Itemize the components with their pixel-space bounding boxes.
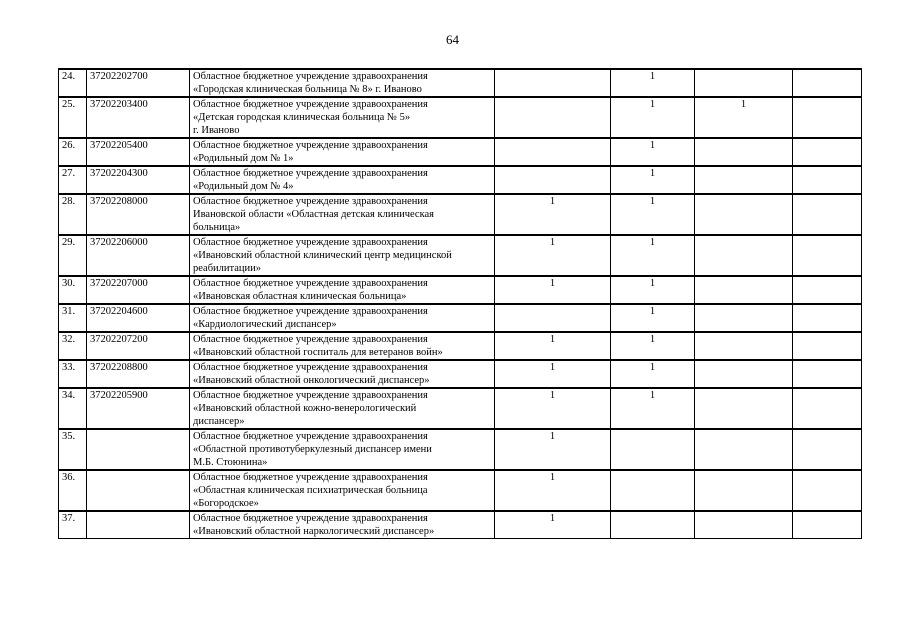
row-code: 37202207200 — [87, 332, 190, 360]
row-name-line: «Ивановский областной онкологический диспансер» — [193, 375, 430, 386]
row-number: 33. — [59, 360, 87, 388]
row-name-line: Областное бюджетное учреждение здравоохранения — [193, 390, 428, 401]
row-code: 37202207000 — [87, 276, 190, 304]
row-col-1: 1 — [495, 235, 611, 276]
row-col-4 — [793, 69, 862, 97]
row-name-line: «Городская клиническая больница № 8» г. Иваново — [193, 84, 422, 95]
row-col-4 — [793, 138, 862, 166]
row-code: 37202204300 — [87, 166, 190, 194]
table-row — [59, 276, 862, 304]
row-col-2: 1 — [611, 235, 695, 276]
row-code: 37202208800 — [87, 360, 190, 388]
row-col-2: 1 — [611, 276, 695, 304]
row-col-3: 1 — [695, 97, 793, 138]
row-name-line: Областное бюджетное учреждение здравоохранения — [193, 306, 428, 317]
row-name-line: «Богородское» — [193, 498, 259, 509]
row-name — [190, 166, 495, 194]
row-name-line: «Кардиологический диспансер» — [193, 319, 337, 330]
row-name-line: Областное бюджетное учреждение здравоохранения — [193, 140, 428, 151]
row-col-2: 1 — [611, 304, 695, 332]
row-number: 28. — [59, 194, 87, 235]
row-col-4 — [793, 166, 862, 194]
row-col-2: 1 — [611, 360, 695, 388]
row-name — [190, 360, 495, 388]
row-name-line: Областное бюджетное учреждение здравоохранения — [193, 237, 428, 248]
row-col-1: 1 — [495, 332, 611, 360]
row-code — [87, 511, 190, 539]
row-code: 37202205900 — [87, 388, 190, 429]
row-name-line: Областное бюджетное учреждение здравоохранения — [193, 513, 428, 524]
row-name-line: Областное бюджетное учреждение здравоохранения — [193, 431, 428, 442]
row-col-4 — [793, 304, 862, 332]
row-col-3 — [695, 304, 793, 332]
row-col-3 — [695, 332, 793, 360]
row-col-2: 1 — [611, 332, 695, 360]
row-col-1: 1 — [495, 470, 611, 511]
table-row — [59, 235, 862, 276]
row-name-line: «Областная клиническая психиатрическая больница — [193, 485, 428, 496]
row-name-line: Областное бюджетное учреждение здравоохранения — [193, 196, 428, 207]
row-col-1: 1 — [495, 276, 611, 304]
row-number: 24. — [59, 69, 87, 97]
row-col-4 — [793, 429, 862, 470]
row-number: 25. — [59, 97, 87, 138]
row-name-line: «Ивановский областной кожно-венерологический — [193, 403, 417, 414]
row-col-4 — [793, 276, 862, 304]
row-col-3 — [695, 429, 793, 470]
row-name — [190, 429, 495, 470]
row-number: 29. — [59, 235, 87, 276]
row-number: 35. — [59, 429, 87, 470]
row-col-4 — [793, 360, 862, 388]
row-name — [190, 511, 495, 539]
row-name-line: «Ивановский областной клинический центр медицинской — [193, 250, 452, 261]
row-name-line: Ивановской области «Областная детская клиническая — [193, 209, 435, 220]
row-code: 37202202700 — [87, 69, 190, 97]
registry-table — [58, 68, 862, 539]
table-row — [59, 360, 862, 388]
row-col-1: 1 — [495, 388, 611, 429]
row-name-line: «Областной противотуберкулезный диспансер имени — [193, 444, 432, 455]
row-col-3 — [695, 194, 793, 235]
row-col-1: 1 — [495, 194, 611, 235]
table-row — [59, 388, 862, 429]
row-col-2: 1 — [611, 194, 695, 235]
table-row — [59, 166, 862, 194]
row-col-1 — [495, 97, 611, 138]
table-row — [59, 138, 862, 166]
row-col-2: 1 — [611, 138, 695, 166]
row-name — [190, 332, 495, 360]
table-row — [59, 194, 862, 235]
row-col-2 — [611, 470, 695, 511]
registry-rows — [59, 69, 862, 539]
row-number: 26. — [59, 138, 87, 166]
row-name-line: «Ивановский областной наркологический диспансер» — [193, 526, 435, 537]
table-row — [59, 69, 862, 97]
table-row — [59, 511, 862, 539]
row-col-4 — [793, 470, 862, 511]
row-code: 37202204600 — [87, 304, 190, 332]
row-name — [190, 388, 495, 429]
row-name-line: Областное бюджетное учреждение здравоохранения — [193, 362, 428, 373]
row-code — [87, 429, 190, 470]
row-col-1: 1 — [495, 511, 611, 539]
row-col-4 — [793, 388, 862, 429]
row-col-2: 1 — [611, 388, 695, 429]
row-name-line: больница» — [193, 222, 241, 233]
row-name-line: Областное бюджетное учреждение здравоохранения — [193, 472, 428, 483]
row-name-line: «Ивановский областной госпиталь для ветеранов войн» — [193, 347, 443, 358]
row-number: 34. — [59, 388, 87, 429]
row-code: 37202206000 — [87, 235, 190, 276]
table-row — [59, 332, 862, 360]
row-name — [190, 194, 495, 235]
row-name-line: «Ивановская областная клиническая больница» — [193, 291, 407, 302]
row-col-4 — [793, 97, 862, 138]
row-col-4 — [793, 511, 862, 539]
row-name-line: «Родильный дом № 4» — [193, 181, 294, 192]
row-number: 37. — [59, 511, 87, 539]
row-name — [190, 69, 495, 97]
row-name — [190, 138, 495, 166]
row-col-1 — [495, 69, 611, 97]
row-name-line: «Детская городская клиническая больница № 5» — [193, 112, 411, 123]
row-name-line: Областное бюджетное учреждение здравоохранения — [193, 99, 428, 110]
row-name-line: реабилитации» — [193, 263, 262, 274]
row-col-2 — [611, 429, 695, 470]
row-name-line: «Родильный дом № 1» — [193, 153, 294, 164]
row-col-3 — [695, 69, 793, 97]
table-row — [59, 304, 862, 332]
row-col-3 — [695, 470, 793, 511]
row-col-2: 1 — [611, 97, 695, 138]
row-number: 36. — [59, 470, 87, 511]
table-row — [59, 97, 862, 138]
row-number: 32. — [59, 332, 87, 360]
row-name-line: Областное бюджетное учреждение здравоохранения — [193, 71, 428, 82]
row-col-4 — [793, 235, 862, 276]
row-col-1 — [495, 304, 611, 332]
row-number: 31. — [59, 304, 87, 332]
row-col-1 — [495, 138, 611, 166]
row-col-4 — [793, 332, 862, 360]
row-name-line: Областное бюджетное учреждение здравоохранения — [193, 168, 428, 179]
page-number: 64 — [446, 32, 459, 47]
row-col-3 — [695, 166, 793, 194]
row-name — [190, 235, 495, 276]
row-col-2: 1 — [611, 69, 695, 97]
table-row — [59, 429, 862, 470]
row-col-2 — [611, 511, 695, 539]
row-col-3 — [695, 276, 793, 304]
table-row — [59, 470, 862, 511]
row-col-2: 1 — [611, 166, 695, 194]
row-col-3 — [695, 511, 793, 539]
row-col-4 — [793, 194, 862, 235]
row-code: 37202203400 — [87, 97, 190, 138]
row-number: 30. — [59, 276, 87, 304]
row-name-line: Областное бюджетное учреждение здравоохранения — [193, 334, 428, 345]
row-col-3 — [695, 360, 793, 388]
row-col-3 — [695, 388, 793, 429]
row-number: 27. — [59, 166, 87, 194]
row-col-1: 1 — [495, 360, 611, 388]
row-code: 37202205400 — [87, 138, 190, 166]
row-code: 37202208000 — [87, 194, 190, 235]
row-code — [87, 470, 190, 511]
row-name — [190, 470, 495, 511]
row-name-line: Областное бюджетное учреждение здравоохранения — [193, 278, 428, 289]
row-name-line: диспансер» — [193, 416, 245, 427]
row-col-1 — [495, 166, 611, 194]
row-name — [190, 97, 495, 138]
row-name-line: г. Иваново — [193, 125, 240, 136]
row-col-3 — [695, 235, 793, 276]
row-name-line: М.Б. Стоюнина» — [193, 457, 268, 468]
row-name — [190, 276, 495, 304]
row-col-3 — [695, 138, 793, 166]
row-col-1: 1 — [495, 429, 611, 470]
row-name — [190, 304, 495, 332]
